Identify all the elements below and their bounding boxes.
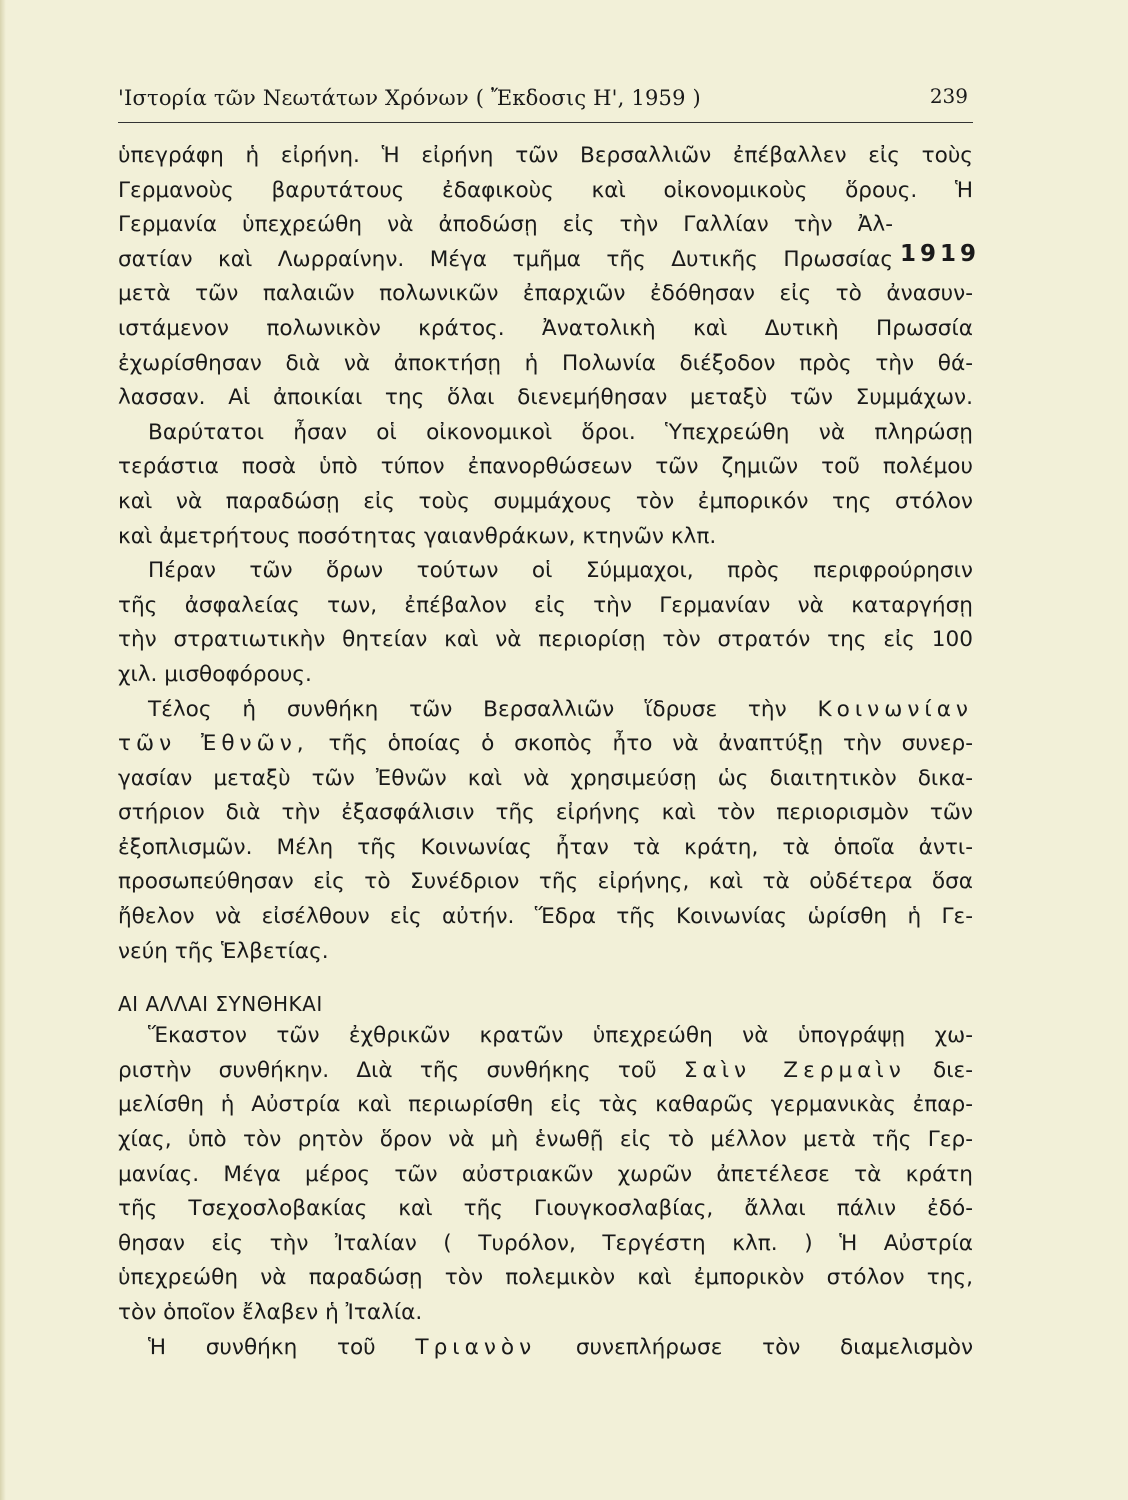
text-segment: τῆς ὁποίας ὁ σκοπὸς ἦτο νὰ ἀναπτύξῃ τὴν συνερ-: [328, 731, 973, 757]
text-line: ὑπεχρεώθη νὰ παραδώσῃ τὸν πολεμικὸν καὶ ἐμπορικὸν στόλον της,: [118, 1265, 973, 1291]
spaced-term: Σαὶν Ζερμαὶν: [683, 1057, 906, 1083]
text-segment: ριστὴν συνθήκην. Διὰ τῆς συνθήκης τοῦ: [118, 1057, 657, 1083]
spaced-term: Κοινωνίαν: [817, 696, 973, 722]
text-segment: συνεπλήρωσε τὸν διαμελισμὸν: [575, 1334, 973, 1360]
text-line: ἤθελον νὰ εἰσέλθουν εἰς αὐτήν. Ἕδρα τῆς Κοινωνίας ὡρίσθη ἡ Γε-: [118, 904, 973, 930]
text-line: σατίαν καὶ Λωρραίνην. Μέγα τμῆμα τῆς Δυτικῆς Πρωσσίας: [118, 246, 893, 272]
text-line: χίας, ὑπὸ τὸν ρητὸν ὅρον νὰ μὴ ἑνωθῇ εἰς τὸ μέλλον μετὰ τῆς Γερ-: [118, 1127, 973, 1153]
text-line: Γερμανία ὑπεχρεώθη νὰ ἀποδώσῃ εἰς τὴν Γαλλίαν τὴν Ἀλ-: [118, 212, 893, 238]
text-segment: Ἡ συνθήκη τοῦ: [148, 1334, 376, 1360]
text-line: χιλ. μισθοφόρους.: [118, 661, 312, 687]
text-line: Ἕκαστον τῶν ἐχθρικῶν κρατῶν ὑπεχρεώθη νὰ ὑπογράψῃ χω-: [148, 1023, 973, 1049]
text-line: [118, 727, 973, 762]
page-edge: [0, 0, 6, 1500]
body-text: [118, 139, 973, 1365]
text-line: Γερμανοὺς βαρυτάτους ἐδαφικοὺς καὶ οἰκονομικοὺς ὅρους. Ἡ: [118, 177, 973, 203]
text-line: [118, 1054, 973, 1089]
text-line: τὴν στρατιωτικὴν θητείαν καὶ νὰ περιορίσῃ τὸν στρατόν της εἰς 100: [118, 627, 973, 653]
text-line: ἐξοπλισμῶν. Μέλη τῆς Κοινωνίας ἦταν τὰ κράτη, τὰ ὁποῖα ἀντι-: [118, 834, 973, 860]
text-line: Βαρύτατοι ἦσαν οἱ οἰκονομικοὶ ὅροι. Ὑπεχρεώθη νὰ πληρώσῃ: [148, 419, 973, 445]
text-line: στήριον διὰ τὴν ἐξασφάλισιν τῆς εἰρήνης καὶ τὸν περιορισμὸν τῶν: [118, 800, 973, 826]
running-title: 'Ιστορία τῶν Νεωτάτων Χρόνων ( Ἔκδοσις Η', 1959 ): [118, 86, 701, 110]
text-segment: Τέλος ἡ συνθήκη τῶν Βερσαλλιῶν ἵδρυσε τὴν: [148, 696, 787, 722]
text-line: ἐχωρίσθησαν διὰ νὰ ἀποκτήσῃ ἡ Πολωνία διέξοδον πρὸς τὴν θά-: [118, 350, 973, 376]
text-line: τῆς ἀσφαλείας των, ἐπέβαλον εἰς τὴν Γερμανίαν νὰ καταργήσῃ: [118, 592, 973, 618]
text-line: μετὰ τῶν παλαιῶν πολωνικῶν ἐπαρχιῶν ἐδόθησαν εἰς τὸ ἀνασυν-: [118, 281, 973, 307]
text-segment: διε-: [933, 1057, 973, 1083]
header-rule: [118, 122, 973, 123]
text-line: καὶ νὰ παραδώσῃ εἰς τοὺς συμμάχους τὸν ἐμπορικόν της στόλον: [118, 488, 973, 514]
text-line: ιστάμενον πολωνικὸν κράτος. Ἀνατολικὴ καὶ Δυτικὴ Πρωσσία: [118, 315, 973, 341]
text-line: [118, 1331, 973, 1366]
text-line: προσωπεύθησαν εἰς τὸ Συνέδριον τῆς εἰρήνης, καὶ τὰ οὐδέτερα ὅσα: [118, 869, 973, 895]
text-line: θησαν εἰς τὴν Ἰταλίαν ( Τυρόλον, Τεργέστη κλπ. ) Ἡ Αὐστρία: [118, 1230, 973, 1256]
text-line: νεύη τῆς Ἑλβετίας.: [118, 938, 329, 964]
text-line: ὑπεγράφη ἡ εἰρήνη. Ἡ εἰρήνη τῶν Βερσαλλιῶν ἐπέβαλλεν εἰς τοὺς: [118, 143, 973, 168]
text-line: καὶ ἀμετρήτους ποσότητας γαιανθράκων, κτηνῶν κλπ.: [118, 523, 717, 549]
text-line: τὸν ὁποῖον ἔλαβεν ἡ Ἰταλία.: [118, 1300, 423, 1325]
margin-year-note: 1919: [900, 241, 981, 267]
text-line: [118, 693, 973, 728]
section-heading: ΑΙ ΑΛΛΑΙ ΣΥΝΘΗΚΑΙ: [118, 992, 323, 1017]
page-number: 239: [929, 84, 968, 108]
text-line: μανίας. Μέγα μέρος τῶν αὐστριακῶν χωρῶν ἀπετέλεσε τὰ κράτη: [118, 1161, 973, 1187]
spaced-term: τῶν Ἐθνῶν,: [118, 731, 309, 757]
text-line: λασσαν. Αἱ ἀποικίαι της ὅλαι διενεμήθησαν μεταξὺ τῶν Συμμάχων.: [118, 385, 973, 411]
page-header: [118, 80, 968, 116]
text-line: τῆς Τσεχοσλοβακίας καὶ τῆς Γιουγκοσλαβίας, ἄλλαι πάλιν ἐδό-: [118, 1196, 973, 1222]
text-line: τεράστια ποσὰ ὑπὸ τύπον ἐπανορθώσεων τῶν ζημιῶν τοῦ πολέμου: [118, 454, 973, 480]
text-line: γασίαν μεταξὺ τῶν Ἐθνῶν καὶ νὰ χρησιμεύσῃ ὡς διαιτητικὸν δικα-: [118, 765, 973, 791]
text-line: μελίσθη ἡ Αὐστρία καὶ περιωρίσθη εἰς τὰς καθαρῶς γερμανικὰς ἐπαρ-: [118, 1092, 973, 1118]
text-line: Πέραν τῶν ὅρων τούτων οἱ Σύμμαχοι, πρὸς περιφρούρησιν: [148, 558, 973, 584]
spaced-term: Τριανὸν: [415, 1334, 537, 1360]
